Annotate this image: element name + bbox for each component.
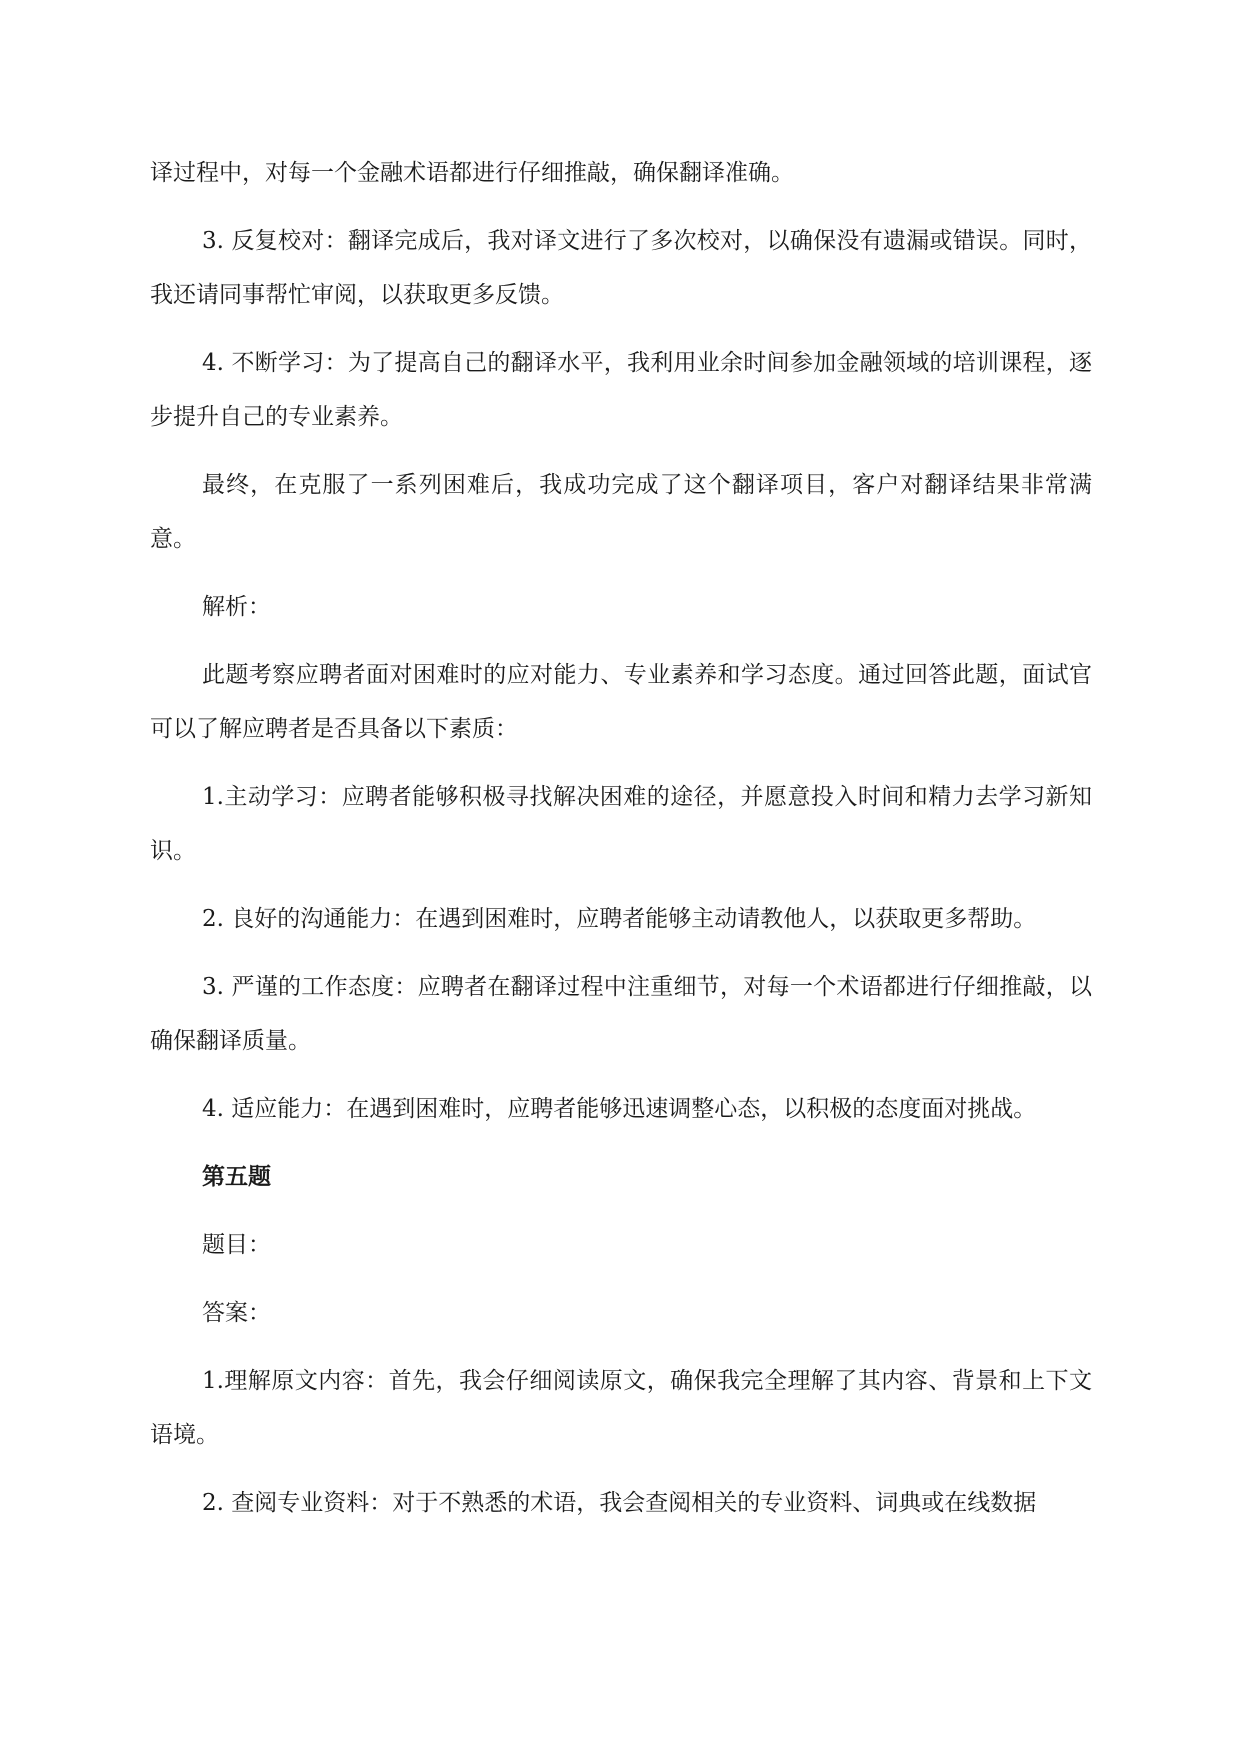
question-label: 题目： [202,1232,271,1258]
section-heading-question-5: 第五题 [202,1163,271,1190]
paragraph-step-3-proofread: 3. 反复校对：翻译完成后，我对译文进行了多次校对，以确保没有遗漏或错误。同时，我还请同事帮忙审阅，以获取更多反馈。 [150,228,1092,308]
paragraph-conclusion: 最终，在克服了一系列困难后，我成功完成了这个翻译项目，客户对翻译结果非常满意。 [150,472,1092,552]
analysis-label: 解析： [202,594,271,620]
document-body [150,146,1092,1544]
quality-item-4: 4. 适应能力：在遇到困难时，应聘者能够迅速调整心态，以积极的态度面对挑战。 [202,1096,1037,1122]
answer-item-1: 1.理解原文内容：首先，我会仔细阅读原文，确保我完全理解了其内容、背景和上下文语境。 [150,1368,1092,1448]
quality-item-2: 2. 良好的沟通能力：在遇到困难时，应聘者能够主动请教他人，以获取更多帮助。 [202,906,1037,932]
paragraph-step-4-learning: 4. 不断学习：为了提高自己的翻译水平，我利用业余时间参加金融领域的培训课程，逐步提升自己的专业素养。 [150,350,1092,430]
answer-label: 答案： [202,1300,271,1326]
quality-item-1: 1.主动学习：应聘者能够积极寻找解决困难的途径，并愿意投入时间和精力去学习新知识。 [150,784,1092,864]
paragraph-analysis-intro: 此题考察应聘者面对困难时的应对能力、专业素养和学习态度。通过回答此题，面试官可以了解应聘者是否具备以下素质： [150,662,1092,742]
answer-item-2: 2. 查阅专业资料：对于不熟悉的术语，我会查阅相关的专业资料、词典或在线数据 [202,1490,1037,1516]
quality-item-3: 3. 严谨的工作态度：应聘者在翻译过程中注重细节，对每一个术语都进行仔细推敲，以确保翻译质量。 [150,974,1092,1054]
paragraph-continuation: 译过程中，对每一个金融术语都进行仔细推敲，确保翻译准确。 [150,160,794,186]
